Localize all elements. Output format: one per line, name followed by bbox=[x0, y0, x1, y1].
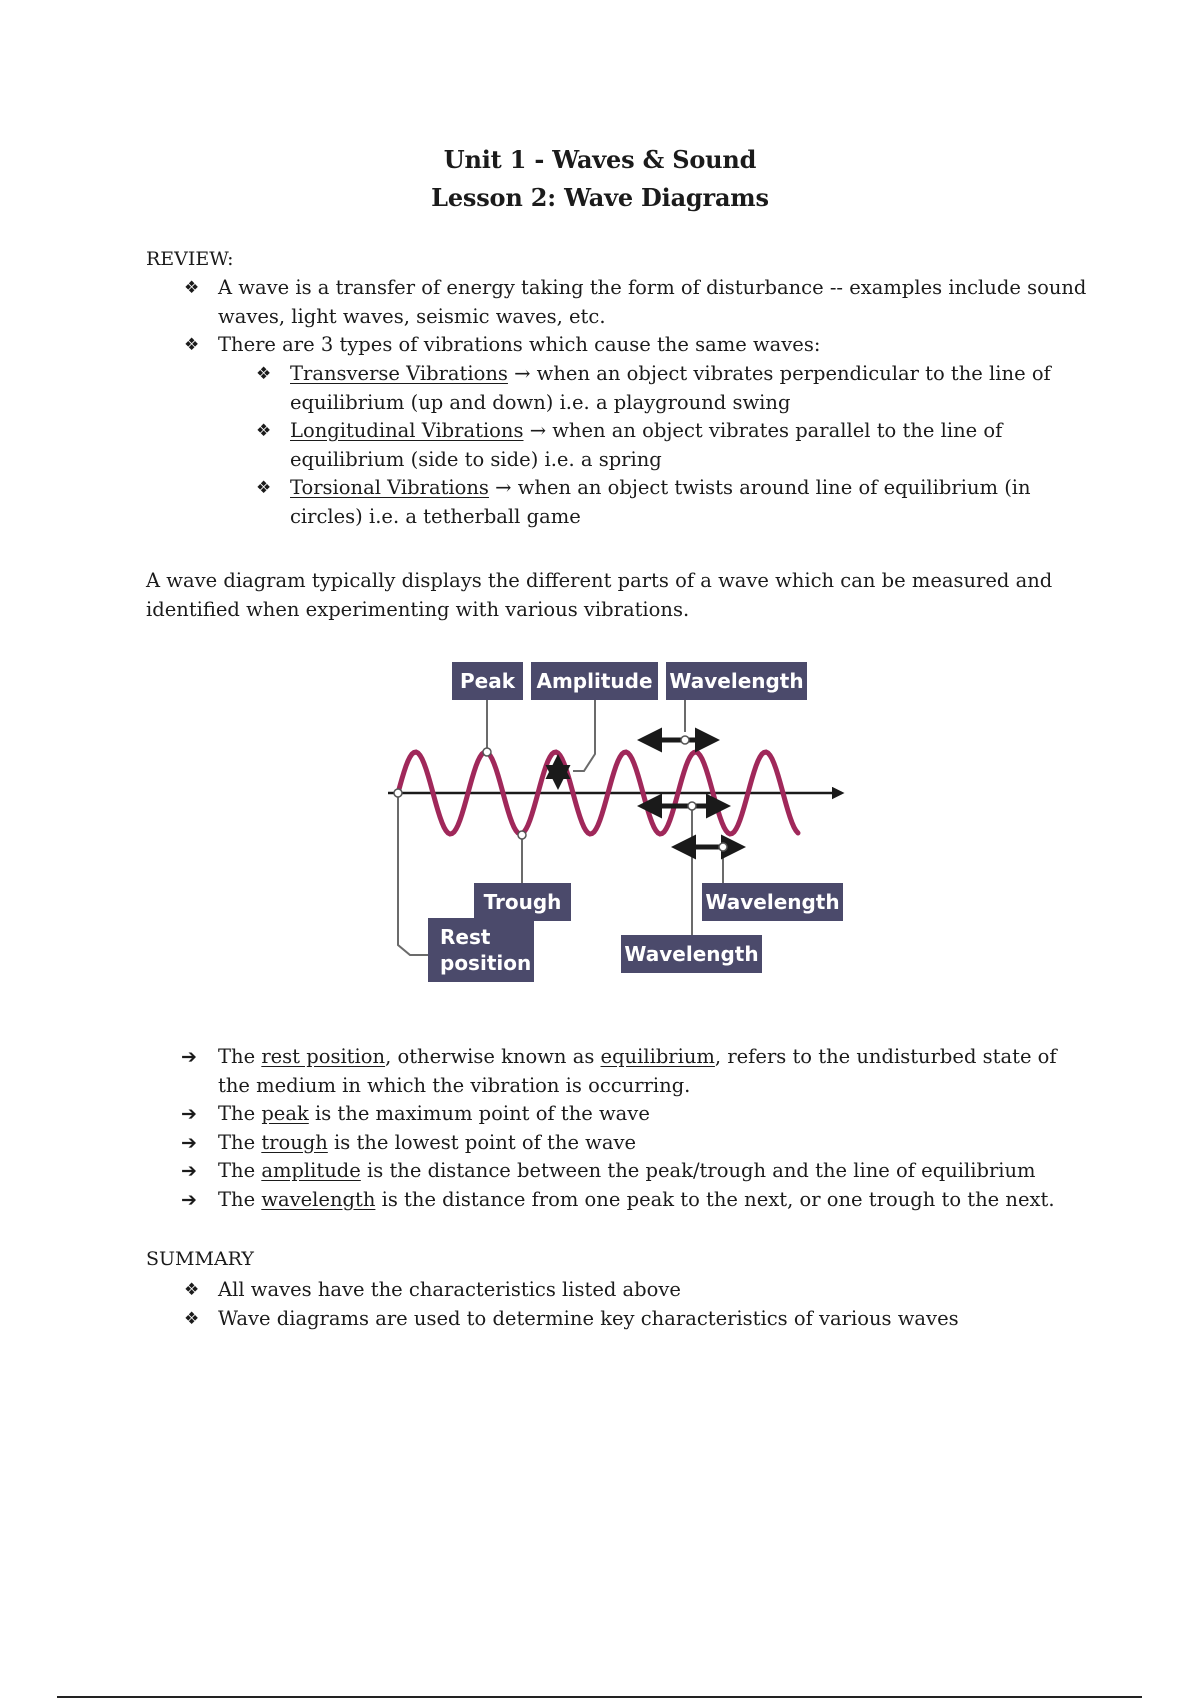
wave-diagram bbox=[380, 655, 860, 1010]
review-heading: REVIEW: bbox=[146, 248, 234, 270]
term-transverse: Transverse Vibrations bbox=[290, 362, 508, 385]
list-item: ❖ Wave diagrams are used to determine key characteristics of various waves bbox=[218, 1305, 959, 1334]
list-item: ❖ All waves have the characteristics listed above bbox=[218, 1276, 959, 1305]
list-item-continuation: equilibrium (side to side) i.e. a spring bbox=[290, 447, 662, 471]
wavelength-point-mid bbox=[688, 802, 696, 810]
list-item-continuation: circles) i.e. a tetherball game bbox=[290, 504, 581, 528]
summary-heading: SUMMARY bbox=[146, 1248, 254, 1270]
definition-continuation: the medium in which the vibration is occurring. bbox=[218, 1073, 691, 1097]
wavelength-point-low bbox=[719, 843, 727, 851]
term-longitudinal: Longitudinal Vibrations bbox=[290, 419, 524, 442]
list-item-continuation: waves, light waves, seismic waves, etc. bbox=[218, 304, 606, 328]
amplitude-label: Amplitude bbox=[536, 669, 653, 693]
list-item: ❖ There are 3 types of vibrations which cause the same waves: bbox=[218, 331, 1086, 360]
diamond-bullet-icon: ❖ bbox=[184, 335, 200, 355]
list-item: ❖ A wave is a transfer of energy taking the form of disturbance -- examples include sound bbox=[218, 274, 1086, 303]
definition-peak: ➔ The peak is the maximum point of the wave bbox=[218, 1100, 1057, 1129]
footer-divider bbox=[57, 1696, 1142, 1698]
diamond-bullet-icon: ❖ bbox=[256, 364, 272, 384]
arrow-bullet-icon: ➔ bbox=[181, 1188, 197, 1211]
diamond-bullet-icon: ❖ bbox=[184, 1308, 200, 1329]
diamond-bullet-icon: ❖ bbox=[256, 421, 272, 441]
list-item-continuation: equilibrium (up and down) i.e. a playground swing bbox=[290, 390, 791, 414]
list-item-transverse: ❖ Transverse Vibrations → when an object vibrates perpendicular to the line of bbox=[290, 360, 1051, 389]
diamond-bullet-icon: ❖ bbox=[184, 278, 200, 298]
vibration-types-list bbox=[256, 360, 1051, 531]
rest-point bbox=[394, 789, 402, 797]
page-title: Unit 1 - Waves & Sound bbox=[443, 145, 757, 174]
arrow-bullet-icon: ➔ bbox=[181, 1046, 197, 1068]
label-boxes bbox=[428, 662, 843, 982]
wavelength-bottom-label: Wavelength bbox=[624, 942, 759, 966]
list-item-longitudinal: ❖ Longitudinal Vibrations → when an object vibrates parallel to the line of bbox=[290, 417, 1051, 446]
definitions-list bbox=[181, 1043, 1057, 1214]
rest-connector bbox=[398, 793, 428, 955]
peak-label: Peak bbox=[459, 669, 516, 693]
trough-label: Trough bbox=[483, 890, 562, 914]
rest-position-label-line1: Rest bbox=[440, 925, 491, 949]
definition-amplitude: ➔ The amplitude is the distance between the peak/trough and the line of equilibrium bbox=[218, 1157, 1057, 1186]
diamond-bullet-icon: ❖ bbox=[256, 478, 272, 498]
definition-trough: ➔ The trough is the lowest point of the wave bbox=[218, 1129, 1057, 1158]
arrow-bullet-icon: ➔ bbox=[181, 1103, 197, 1125]
peak-point bbox=[483, 748, 491, 756]
definition-wavelength: ➔ The wavelength is the distance from one peak to the next, or one trough to the next. bbox=[218, 1186, 1057, 1215]
page-subtitle: Lesson 2: Wave Diagrams bbox=[431, 183, 769, 212]
review-bullet-list bbox=[184, 274, 1087, 360]
rest-position-label-line2: position bbox=[440, 951, 532, 975]
wavelength-top-label: Wavelength bbox=[669, 669, 804, 693]
arrow-bullet-icon: ➔ bbox=[181, 1131, 197, 1154]
list-item-torsional: ❖ Torsional Vibrations → when an object twists around line of equilibrium (in bbox=[290, 474, 1051, 503]
amplitude-connector bbox=[573, 700, 595, 771]
intro-paragraph: A wave diagram typically displays the different parts of a wave which can be measured and identified when experimenting with various vibrations. bbox=[146, 569, 1053, 621]
trough-point bbox=[518, 831, 526, 839]
arrow-bullet-icon: ➔ bbox=[181, 1160, 197, 1182]
definition-rest-position: ➔ The rest position, otherwise known as equilibrium, refers to the undisturbed state of bbox=[218, 1043, 1057, 1072]
wavelength-point-top bbox=[681, 736, 689, 744]
wavelength-right-label: Wavelength bbox=[705, 890, 840, 914]
diamond-bullet-icon: ❖ bbox=[184, 1280, 200, 1300]
term-torsional: Torsional Vibrations bbox=[290, 476, 489, 499]
summary-list bbox=[184, 1276, 959, 1333]
